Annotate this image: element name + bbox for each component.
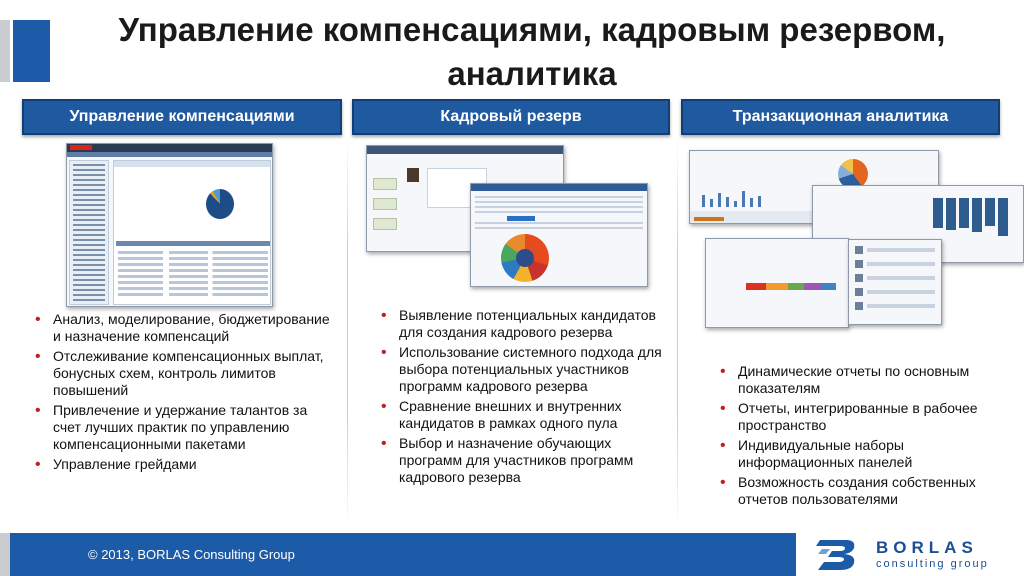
compensation-content-panel bbox=[113, 160, 271, 305]
column-divider bbox=[347, 138, 348, 530]
table-row bbox=[118, 287, 268, 290]
table-row bbox=[118, 293, 268, 296]
app-logo bbox=[70, 145, 92, 150]
app-topbar bbox=[367, 146, 563, 154]
corner-decoration bbox=[0, 0, 50, 82]
list-item: • Выявление потенциальных кандидатов для создания кадрового резерва bbox=[381, 307, 671, 341]
table-row bbox=[118, 251, 268, 254]
budget-pie-chart bbox=[206, 189, 234, 219]
column-header-compensation: Управление компенсациями bbox=[22, 99, 342, 135]
candidate-card bbox=[373, 218, 397, 230]
panel-header bbox=[114, 161, 270, 167]
copyright-text: © 2013, BORLAS Consulting Group bbox=[88, 547, 295, 562]
borlas-logo bbox=[796, 530, 1024, 576]
table-row bbox=[118, 275, 268, 278]
compensation-bullet-list bbox=[35, 311, 335, 476]
talent-pool-bullet-list bbox=[381, 307, 671, 489]
selected-row bbox=[507, 216, 535, 221]
table-row bbox=[118, 263, 268, 266]
list-item: • Индивидуальные наборы информационных панелей bbox=[720, 437, 1010, 471]
table-row bbox=[118, 269, 268, 272]
candidate-card bbox=[373, 198, 397, 210]
logo-subtitle: consulting group bbox=[876, 558, 989, 570]
app-navbar bbox=[67, 152, 272, 157]
navigation-tree bbox=[69, 160, 109, 305]
dashboard-label bbox=[694, 217, 724, 221]
slide-title: Управление компенсациями, кадровым резервом, аналитика bbox=[118, 11, 946, 92]
corner-light-bar bbox=[0, 20, 10, 82]
list-item: • Возможность создания собственных отчетов пользователями bbox=[720, 474, 1010, 508]
table-row bbox=[118, 257, 268, 260]
borlas-logo-icon bbox=[816, 536, 862, 572]
analytics-bullet-list bbox=[720, 363, 1010, 511]
candidate-card bbox=[373, 178, 397, 190]
corner-dark-bar bbox=[13, 20, 50, 82]
app-topbar bbox=[67, 144, 272, 152]
grid-header bbox=[116, 241, 270, 246]
logo-name: BORLAS bbox=[876, 538, 978, 557]
list-item: • Сравнение внешних и внутренних кандидатов в рамках одного пула bbox=[381, 398, 671, 432]
column-header-analytics: Транзакционная аналитика bbox=[681, 99, 1000, 135]
talent-pool-screenshot-front bbox=[470, 183, 648, 287]
analytics-workspace-panel bbox=[848, 239, 942, 325]
footer-light-bar bbox=[0, 533, 10, 576]
compensation-screenshot bbox=[66, 143, 273, 307]
table-row bbox=[118, 281, 268, 284]
talent-distribution-donut bbox=[501, 234, 549, 282]
list-item: • Динамические отчеты по основным показателям bbox=[720, 363, 1010, 397]
list-item: • Отчеты, интегрированные в рабочее пространство bbox=[720, 400, 1010, 434]
candidate-photo bbox=[407, 168, 419, 182]
list-item: • Управление грейдами bbox=[35, 456, 335, 473]
list-item: • Использование системного подхода для выбора потенциальных участников программ кадрового резерва bbox=[381, 344, 671, 395]
column-divider bbox=[677, 138, 678, 530]
app-topbar bbox=[471, 184, 647, 191]
analytics-report-panel bbox=[705, 238, 849, 328]
list-item: • Анализ, моделирование, бюджетирование и назначение компенсаций bbox=[35, 311, 335, 345]
list-item: • Привлечение и удержание талантов за счет лучших практик по управлению компенсационными пакетами bbox=[35, 402, 335, 453]
list-item: • Отслеживание компенсационных выплат, бонусных схем, контроль лимитов повышений bbox=[35, 348, 335, 399]
list-item: • Выбор и назначение обучающих программ для участников программ кадрового резерва bbox=[381, 435, 671, 486]
column-header-talent-pool: Кадровый резерв bbox=[352, 99, 670, 135]
